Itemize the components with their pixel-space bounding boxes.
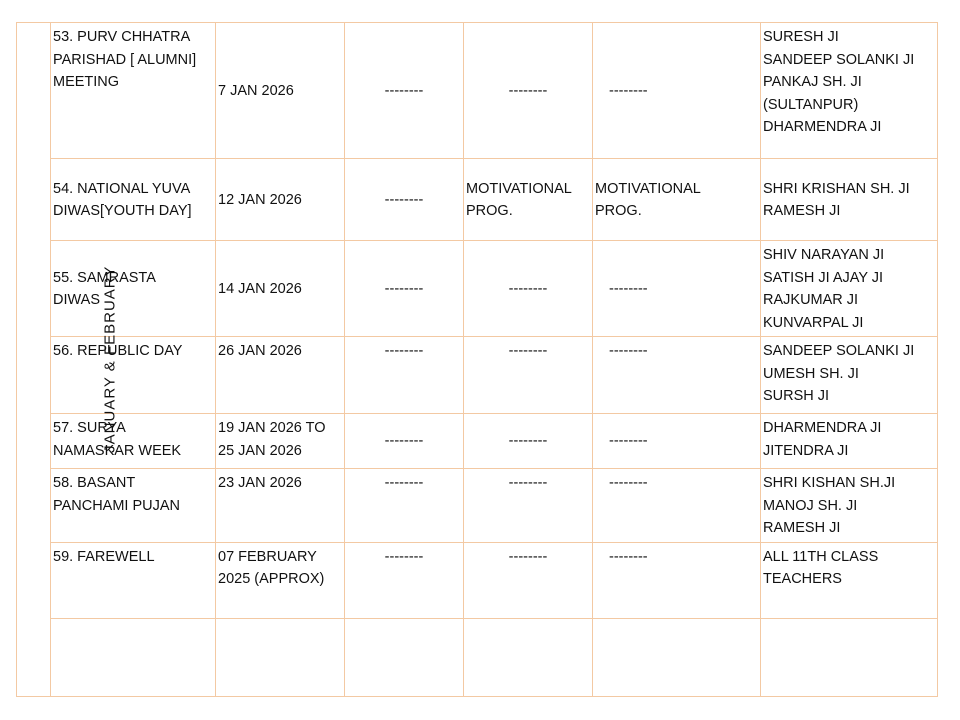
date-cell (216, 337, 345, 414)
empty-cell (593, 618, 761, 696)
teacher-name: RAMESH JI (763, 203, 841, 219)
table-row (17, 23, 938, 159)
date-cell (216, 241, 345, 337)
dash-cell: -------- (345, 542, 464, 618)
event-cell (51, 542, 216, 618)
dash-cell: -------- (464, 469, 593, 543)
event-text: 57. SURYA (53, 420, 126, 436)
program-text: PROG. (466, 203, 513, 219)
schedule-table (16, 22, 938, 697)
dash-cell: -------- (593, 241, 761, 337)
teacher-name: SURSH JI (763, 388, 830, 404)
teacher-name: SATISH JI AJAY JI (763, 269, 884, 286)
date-cell (216, 159, 345, 241)
empty-row (17, 618, 938, 696)
teacher-name: SHRI KRISHAN SH. JI (763, 180, 910, 197)
table-row (17, 414, 938, 469)
teacher-name: JITENDRA JI (763, 442, 849, 459)
teacher-name: RAMESH JI (763, 520, 841, 536)
date-cell (216, 414, 345, 469)
event-cell (51, 23, 216, 159)
teacher-name: MANOJ SH. JI (763, 497, 858, 514)
event-text: DIWAS[YOUTH DAY] (53, 203, 192, 219)
teachers-cell (761, 337, 938, 414)
teacher-name: (SULTANPUR) (763, 96, 859, 113)
teacher-name: SURESH JI (763, 29, 839, 45)
program-cell (593, 159, 761, 241)
date-cell (216, 542, 345, 618)
dash-cell: -------- (345, 241, 464, 337)
dash-cell: -------- (593, 414, 761, 469)
event-text: PANCHAMI PUJAN (53, 497, 181, 514)
empty-cell (464, 618, 593, 696)
teacher-name: KUNVARPAL JI (763, 314, 864, 331)
teacher-name: RAJKUMAR JI (763, 292, 859, 308)
dash-cell: -------- (464, 241, 593, 337)
event-text: NAMASKAR WEEK (53, 442, 182, 459)
event-cell (51, 241, 216, 337)
table-row (17, 542, 938, 618)
program-text: MOTIVATIONAL (595, 180, 701, 197)
teacher-name: DHARMENDRA JI (763, 420, 882, 436)
teacher-name: TEACHERS (763, 571, 842, 587)
event-cell (51, 469, 216, 543)
event-text: MEETING (53, 74, 120, 90)
date-text: 26 JAN 2026 (218, 343, 302, 359)
event-text: 59. FAREWELL (53, 548, 155, 565)
teachers-cell (761, 23, 938, 159)
teachers-cell (761, 469, 938, 543)
dash-cell: -------- (464, 337, 593, 414)
table-row (17, 337, 938, 414)
program-cell (464, 159, 593, 241)
teachers-cell (761, 542, 938, 618)
table-row (17, 469, 938, 543)
teacher-name: UMESH SH. JI (763, 365, 859, 382)
dash-cell: -------- (345, 337, 464, 414)
table-row (17, 159, 938, 241)
event-text: 58. BASANT (53, 475, 136, 491)
dash-cell: -------- (593, 337, 761, 414)
event-text: 55. SAMRASTA (53, 269, 156, 286)
event-text: 53. PURV CHHATRA (53, 29, 191, 45)
date-text: 07 FEBRUARY (218, 548, 317, 565)
empty-cell (345, 618, 464, 696)
teacher-name: SANDEEP SOLANKI JI (763, 343, 915, 359)
teacher-name: SANDEEP SOLANKI JI (763, 51, 915, 68)
teachers-cell (761, 241, 938, 337)
date-text: 14 JAN 2026 (218, 280, 302, 297)
event-cell (51, 159, 216, 241)
program-text: MOTIVATIONAL (466, 180, 572, 197)
event-cell (51, 337, 216, 414)
event-text: PARISHAD [ ALUMNI] (53, 51, 197, 68)
teacher-name: ALL 11TH CLASS (763, 548, 879, 565)
date-cell (216, 469, 345, 543)
dash-cell: -------- (345, 159, 464, 241)
teacher-name: DHARMENDRA JI (763, 119, 882, 135)
date-text: 23 JAN 2026 (218, 475, 302, 491)
teachers-cell (761, 414, 938, 469)
date-text: 12 JAN 2026 (218, 191, 302, 208)
dash-cell: -------- (464, 414, 593, 469)
teacher-name: PANKAJ SH. JI (763, 74, 862, 90)
teacher-name: SHRI KISHAN SH.JI (763, 475, 896, 491)
date-text: 25 JAN 2026 (218, 442, 302, 459)
dash-cell: -------- (345, 414, 464, 469)
dash-cell: -------- (464, 542, 593, 618)
month-label: JANUARY & FEBRUARY (101, 265, 119, 453)
dash-cell: -------- (345, 469, 464, 543)
dash-cell: -------- (593, 23, 761, 159)
teacher-name: SHIV NARAYAN JI (763, 247, 885, 263)
empty-cell (216, 618, 345, 696)
event-text: 54. NATIONAL YUVA (53, 180, 191, 197)
program-text: PROG. (595, 203, 642, 219)
date-text: 7 JAN 2026 (218, 82, 294, 99)
teachers-cell (761, 159, 938, 241)
event-text: 56. REPUBLIC DAY (53, 343, 183, 359)
date-text: 19 JAN 2026 TO (218, 420, 326, 436)
event-text: DIWAS (53, 292, 100, 308)
empty-cell (51, 618, 216, 696)
dash-cell: -------- (345, 23, 464, 159)
event-cell (51, 414, 216, 469)
dash-cell: -------- (464, 23, 593, 159)
dash-cell: -------- (593, 542, 761, 618)
table-row (17, 241, 938, 337)
empty-cell (761, 618, 938, 696)
date-text: 2025 (APPROX) (218, 571, 325, 587)
dash-cell: -------- (593, 469, 761, 543)
date-cell (216, 23, 345, 159)
